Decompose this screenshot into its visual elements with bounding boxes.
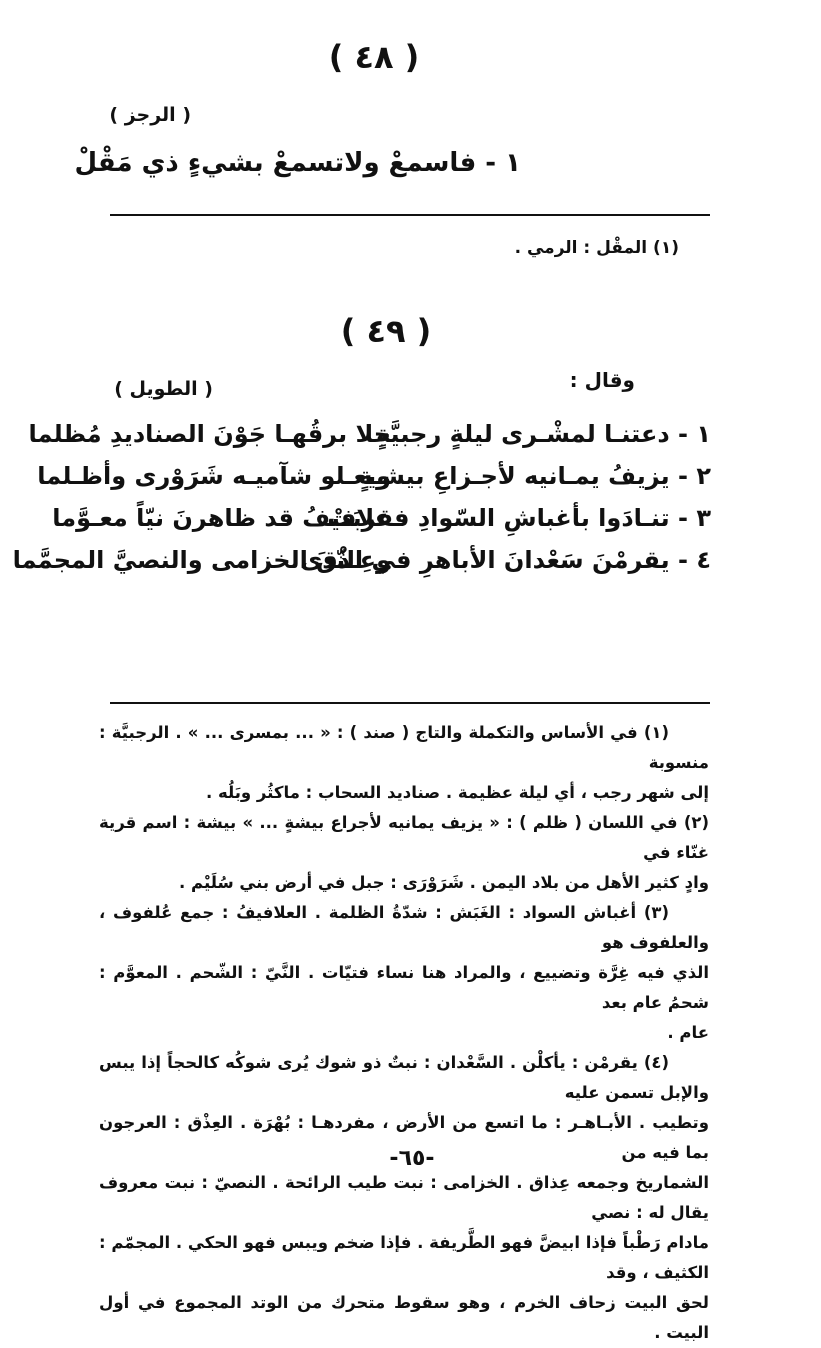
footnote-49-3-line-2: الذي فيه غِرَّة وتضييع ، والمراد هنا نساء فتيّات . النَّيّ : الشّحم . المعوَّم : شحمُ عام بعد [99,963,709,1012]
footnote-49-2-line-2: وادٍ كثير الأهل من بلاد اليمن . شَرَوْرَى : جبل في أرض بني سُلَيْم . [179,873,709,892]
footnote-49-3-line-3: عام . [667,1023,709,1042]
verse-49-4-second-hemistich: وعِـذْقَ الخزامى والنصيَّ المجمَّما [12,546,391,574]
verse-49-4-first-hemistich: ٤ - يقرمْنَ سَعْدانَ الأباهرِ في النّدى [300,546,711,574]
footnote-49-1-line-1: (١) في الأساس والتكملة والتاج ( صند ) : « ... بمسرى ... » . الرجبيَّة : منسوبة [99,723,709,772]
footnote-49-3-line-1: (٣) أغباش السواد : الغَبَش : شدّةُ الظلمة . العلافيفُ : جمع عُلفوف ، والعلفوف هو [99,903,709,952]
poem-number-48: ( ٤٨ ) [328,38,420,76]
verse-49-1-second-hemistich: جلا برقُهـا جَوْنَ الصناديدِ مُظلما [28,420,391,448]
meter-label-tawil: ( الطويل ) [114,378,213,400]
footnote-49-4-line-4: مادام رَطْباً فإذا ابيضَّ فهو الطَّريفة . فإذا ضخم ويبس فهو الحكي . المجمّم : الكثيف ، وقد [99,1233,709,1282]
verse-49-3-first-hemistich: ٣ - تنـادَوا بأغباشِ السّوادِ فقربَتْ [327,504,711,532]
footnote-49-4-line-1: (٤) يقرمْن : يأكلْن . السَّعْدان : نبتٌ ذو شوك يُرى شوكُه كالحجاً إذا يبس والإبل تسمن عليه [99,1053,709,1102]
verse-49-1-first-hemistich: ١ - دعتنـا لمشْـرى ليلةٍ رجبيَّةٍ [376,420,711,448]
verse-49-2-second-hemistich: ويعـلو شآميـه شَرَوْرى وأظـلما [37,462,391,490]
verse-49-2-first-hemistich: ٢ - يزيفُ يمـانيه لأجـزاعِ بيشـةٍ [358,462,711,490]
footnote-49-4-line-3: الشماريخ وجمعه عِذاق . الخزامى : نبت طيب الرائحة . النصيّ : نبت معروف يقال له : نصي [99,1173,709,1222]
page-number: -٦٥- [389,1146,435,1171]
footnote-49-4-line-5: لحق البيت زحاف الخرم ، وهو سقوط متحرك من الوتد المجموع في أول البيت . [99,1293,709,1342]
footnote-48-1: (١) المقْل : الرمي . [514,238,679,258]
footnote-separator-48 [110,214,710,216]
footnote-49-2-line-1: (٢) في اللسان ( ظلم ) : « يزيف يمانيه لأجراع بيشةٍ ... » بيشة : اسم قرية غنّاء في [99,813,709,862]
verse-49-3-second-hemistich: علافيفُ قد ظاهرنَ نيّاً معـوَّما [52,504,391,532]
footnotes-49 [99,718,709,1348]
footnote-49-4-line-2: وتطيب . الأبـاهـر : ما اتسع من الأرض ، مفردهـا : بُهْرَة . العِذْق : العرجون بما فيه من [99,1113,709,1162]
poem-number-49: ( ٤٩ ) [340,312,432,350]
verse-48-1: ١ - فاسمعْ ولاتسمعْ بشيءٍ ذي مَقْلْ [74,148,521,178]
meter-label-rajaz: ( الرجز ) [109,104,191,126]
footnote-separator-49 [110,702,710,704]
footnote-49-1-line-2: إلى شهر رجب ، أي ليلة عظيمة . صناديد السحاب : ماكثُر وبَلُه . [205,783,709,802]
intro-text: وقال : [569,368,635,392]
